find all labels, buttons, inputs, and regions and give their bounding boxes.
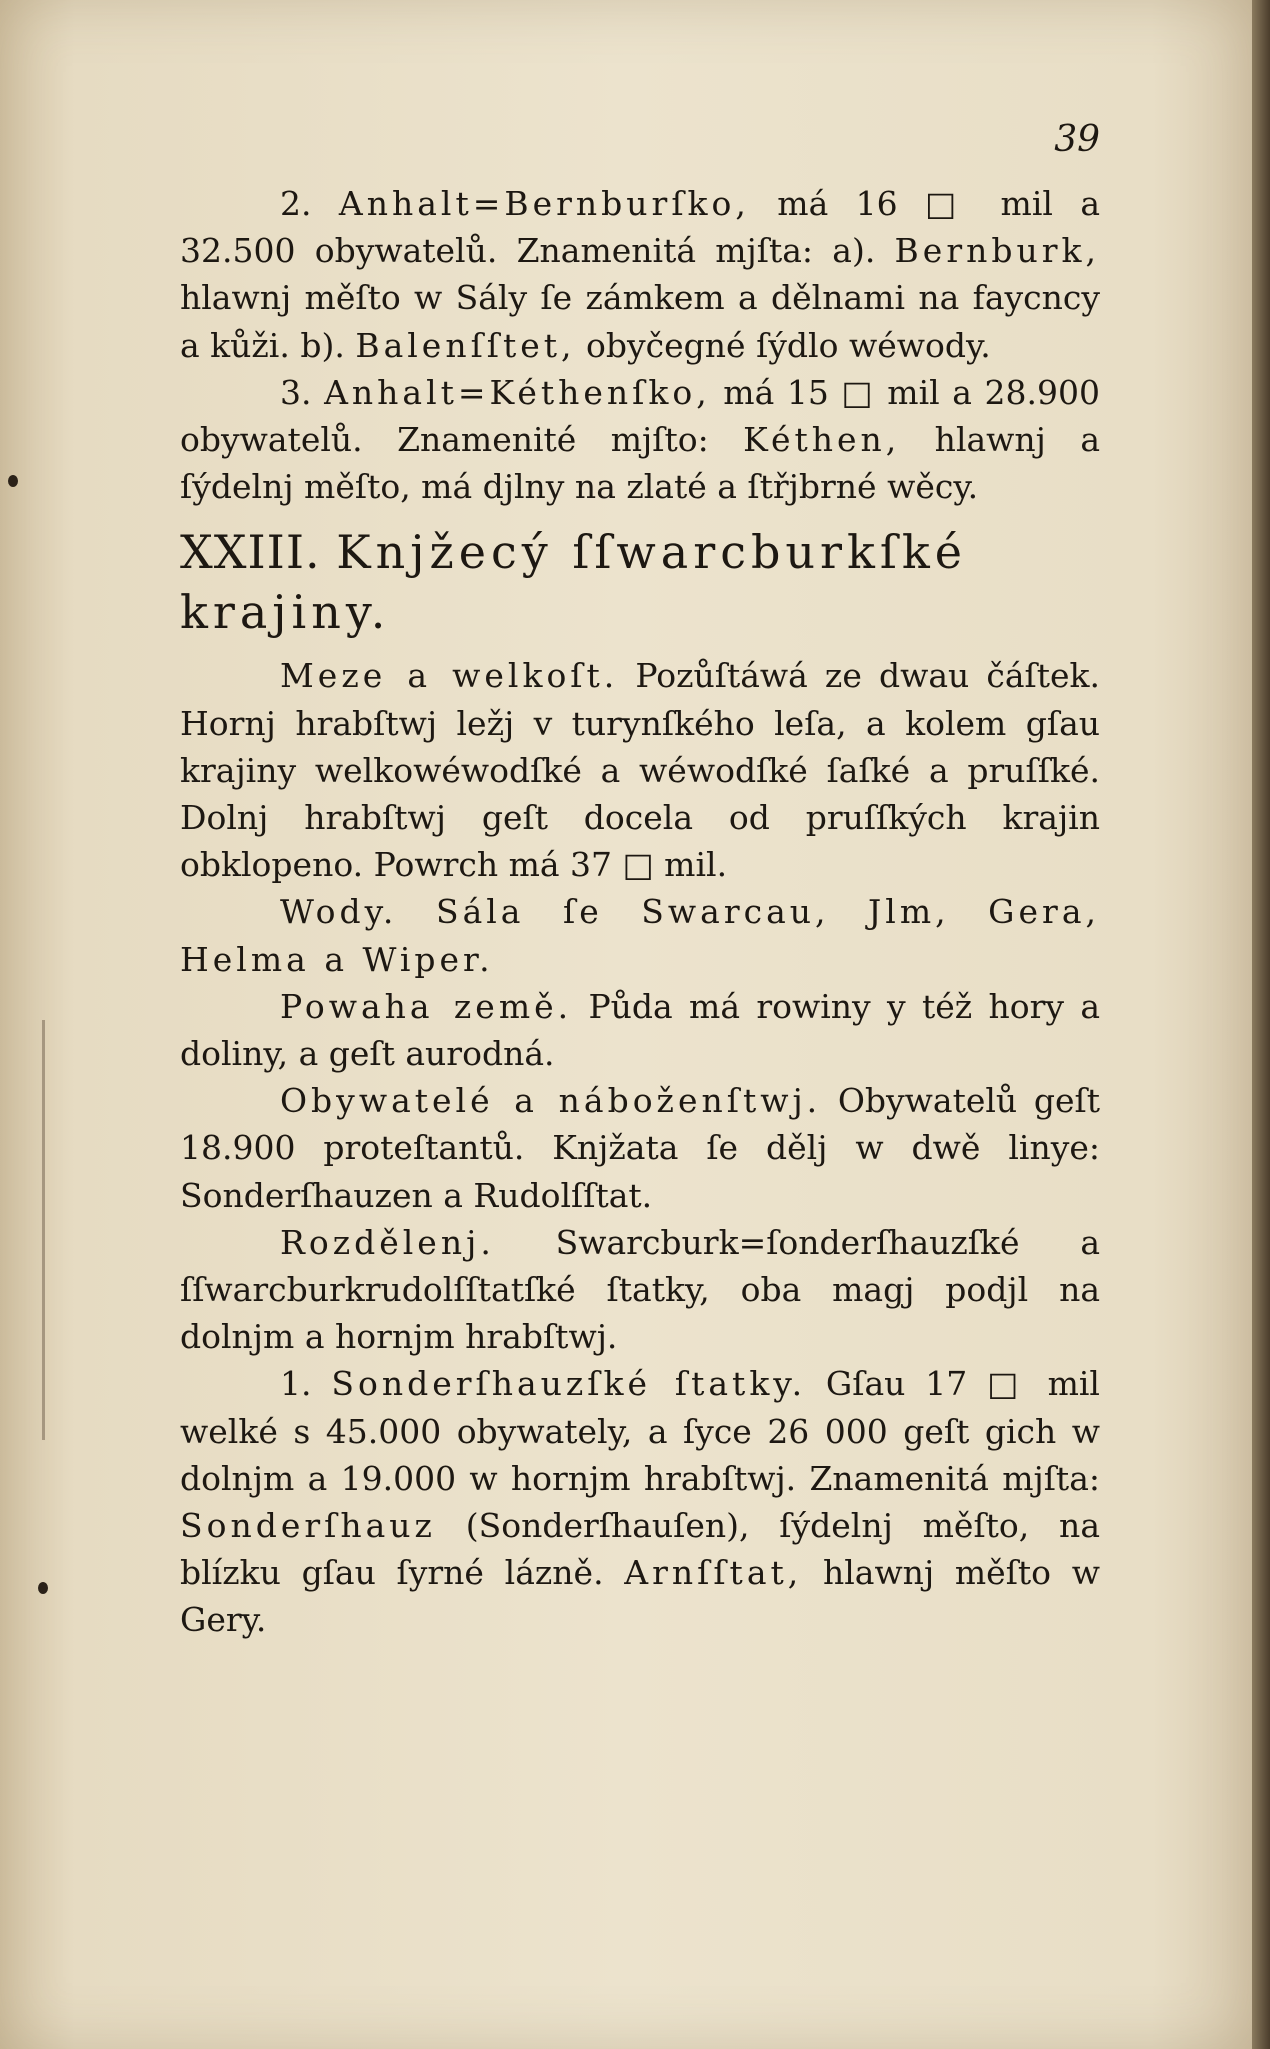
section-numeral: XXIII. (180, 525, 321, 580)
ink-spot (8, 475, 18, 487)
book-edge (1252, 0, 1270, 2049)
state-name: Anhalt=Bernburſko, (338, 184, 750, 223)
item-number: 2. (280, 184, 339, 223)
paragraph-item-2 (180, 180, 1100, 369)
paragraph-meze (180, 652, 1100, 888)
paragraph-text: má 16 □ mil a 32.500 obywatelů. Znamenitá mjſta: a). (180, 184, 1100, 271)
place-name: Balenſſtet, (355, 325, 576, 365)
paragraph-text: obyčegné ſýdlo wéwody. (575, 325, 991, 365)
paragraph-text: Gſau 17 □ mil welké s 45.000 obywately, a ſyce 26 000 geſt gich w dolnjm a 19.000 w hornjm hrabſtwj. Znamenitá mjſta: (180, 1364, 1100, 1498)
section-heading (180, 522, 1100, 642)
paragraph-text: Swarcburk=ſonderſhauzſké a ſſwarcburkrudolſſtatſké ſtatky, oba magj podjl na dolnjm a hornjm hrabſtwj. (180, 1222, 1100, 1357)
ink-spot (38, 1582, 48, 1594)
paragraph-text: hlawnj měſto w Gery. (180, 1553, 1100, 1640)
paragraph-text: Sála ſe Swarcau, Jlm, Gera, Helma a Wiper. (180, 892, 1100, 979)
subsection-term: Powaha země. (280, 986, 573, 1026)
paragraph-obywatele (180, 1077, 1100, 1219)
paragraph-wody (180, 888, 1100, 982)
paragraph-item-1 (180, 1360, 1100, 1643)
paragraph-item-3 (180, 369, 1100, 511)
subsection-term: Wody. (280, 892, 398, 932)
paragraph-text: hlawnj měſto w Sály ſe zámkem a dělnami na faycncy a kůži. b). (180, 278, 1100, 365)
place-name: Arnſſtat, (624, 1553, 803, 1593)
state-name: Anhalt=Kéthenſko, (324, 372, 711, 412)
place-name: Sonderſhauz (180, 1506, 436, 1546)
paragraph-powaha (180, 983, 1100, 1077)
place-name: Bernburk, (894, 231, 1100, 271)
subsection-term: Meze a welkoſt. (280, 656, 619, 696)
item-number: 1. (280, 1364, 332, 1404)
place-name: Kéthen, (743, 420, 901, 460)
fold-shadow (42, 1020, 45, 1440)
paragraph-rozdeleni (180, 1219, 1100, 1361)
paragraph-text: hlawnj a ſýdelnj měſto, má djlny na zlaté a ſtřjbrné wěcy. (180, 420, 1100, 507)
paragraph-text: má 15 □ mil a 28.900 obywatelů. Znamenité mjſto: (180, 372, 1100, 460)
text-block (180, 120, 1100, 1644)
page-number: 39 (1054, 119, 1100, 160)
paragraph-text: Obywatelů geſt 18.900 proteſtantů. Knjžata ſe dělj w dwě linye: Sonderſhauzen a Rudolſſtat. (180, 1081, 1100, 1215)
paragraph-text: Pozůſtáwá ze dwau čáſtek. Hornj hrabſtwj ležj v turynſkého leſa, a kolem gſau krajiny welkowéwodſké a wéwodſké ſaſké a pruſſké. Dolnj hrabſtwj geſt docela od pruſſkých krajin obklopeno. Powrch má 37 □ mil. (180, 656, 1100, 885)
state-name: Sonderſhauzſké ſtatky. (331, 1364, 807, 1404)
subsection-term: Rozdělenj. (280, 1222, 495, 1262)
paragraph-text: Půda má rowiny y též hory a doliny, a geſt aurodná. (180, 986, 1100, 1074)
paragraph-text: (Sonderſhauſen), ſýdelnj měſto, na blízku gſau ſyrné lázně. (180, 1506, 1100, 1593)
subsection-term: Obywatelé a náboženſtwj. (280, 1081, 822, 1121)
item-number: 3. (280, 372, 325, 412)
section-title: Knjžecý ſſwarcburkſké krajiny. (180, 525, 968, 640)
